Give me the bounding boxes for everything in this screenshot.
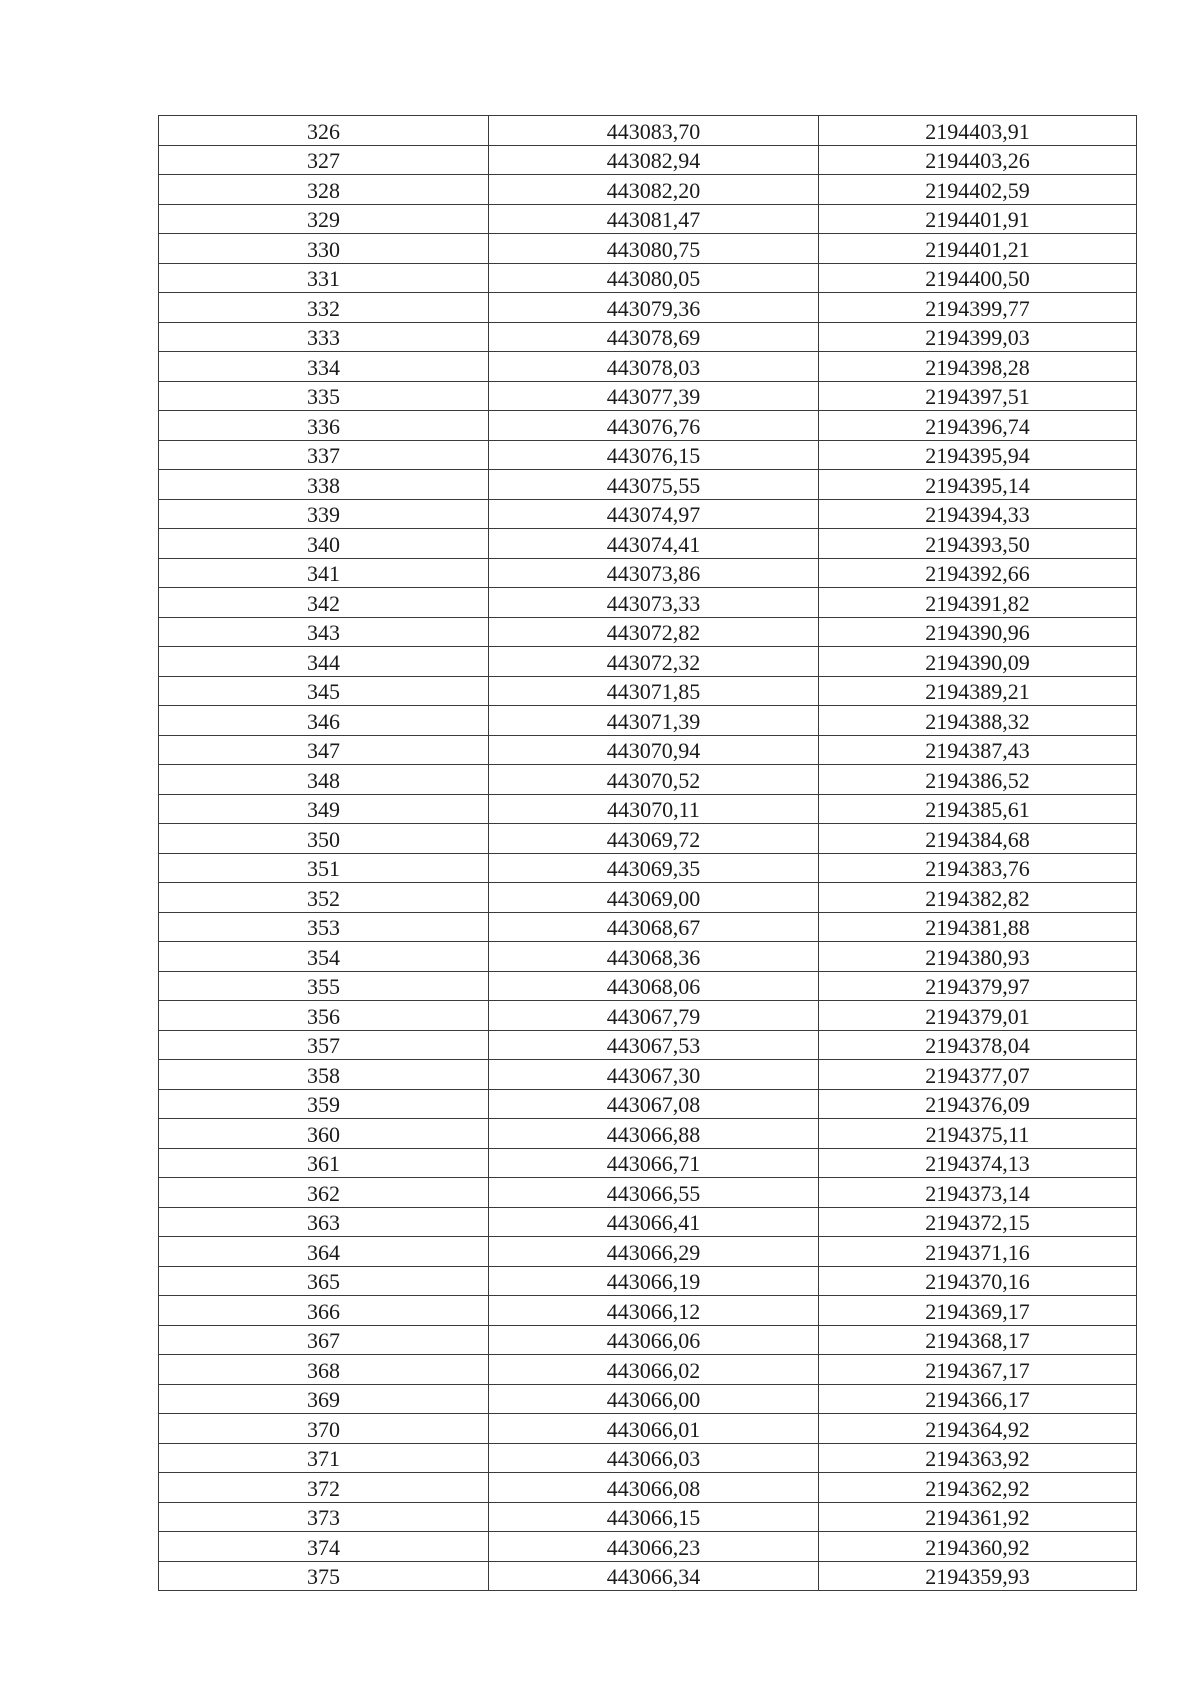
y-coordinate-cell: 2194369,17: [819, 1296, 1137, 1326]
y-coordinate-cell: 2194402,59: [819, 175, 1137, 205]
table-row: [159, 676, 1137, 706]
y-coordinate-cell: 2194385,61: [819, 794, 1137, 824]
table-row: [159, 440, 1137, 470]
x-coordinate-cell: 443066,23: [489, 1532, 819, 1562]
point-number-cell: 364: [159, 1237, 489, 1267]
x-coordinate-cell: 443071,85: [489, 676, 819, 706]
table-row: [159, 1148, 1137, 1178]
table-row: [159, 1355, 1137, 1385]
point-number-cell: 345: [159, 676, 489, 706]
x-coordinate-cell: 443066,71: [489, 1148, 819, 1178]
x-coordinate-cell: 443066,41: [489, 1207, 819, 1237]
table-row: [159, 617, 1137, 647]
point-number-cell: 354: [159, 942, 489, 972]
y-coordinate-cell: 2194399,77: [819, 293, 1137, 323]
table-row: [159, 1237, 1137, 1267]
y-coordinate-cell: 2194381,88: [819, 912, 1137, 942]
x-coordinate-cell: 443074,97: [489, 499, 819, 529]
y-coordinate-cell: 2194371,16: [819, 1237, 1137, 1267]
y-coordinate-cell: 2194377,07: [819, 1060, 1137, 1090]
y-coordinate-cell: 2194382,82: [819, 883, 1137, 913]
table-row: [159, 470, 1137, 500]
table-row: [159, 263, 1137, 293]
point-number-cell: 328: [159, 175, 489, 205]
point-number-cell: 338: [159, 470, 489, 500]
x-coordinate-cell: 443072,82: [489, 617, 819, 647]
y-coordinate-cell: 2194379,97: [819, 971, 1137, 1001]
point-number-cell: 348: [159, 765, 489, 795]
point-number-cell: 344: [159, 647, 489, 677]
point-number-cell: 346: [159, 706, 489, 736]
table-row: [159, 1207, 1137, 1237]
table-row: [159, 293, 1137, 323]
x-coordinate-cell: 443070,11: [489, 794, 819, 824]
table-row: [159, 942, 1137, 972]
point-number-cell: 365: [159, 1266, 489, 1296]
y-coordinate-cell: 2194392,66: [819, 558, 1137, 588]
y-coordinate-cell: 2194390,96: [819, 617, 1137, 647]
y-coordinate-cell: 2194403,91: [819, 116, 1137, 146]
y-coordinate-cell: 2194361,92: [819, 1502, 1137, 1532]
table-row: [159, 1502, 1137, 1532]
x-coordinate-cell: 443068,36: [489, 942, 819, 972]
point-number-cell: 341: [159, 558, 489, 588]
x-coordinate-cell: 443075,55: [489, 470, 819, 500]
point-number-cell: 373: [159, 1502, 489, 1532]
table-row: [159, 234, 1137, 264]
point-number-cell: 343: [159, 617, 489, 647]
point-number-cell: 374: [159, 1532, 489, 1562]
point-number-cell: 368: [159, 1355, 489, 1385]
table-row: [159, 647, 1137, 677]
table-row: [159, 1001, 1137, 1031]
table-row: [159, 1532, 1137, 1562]
point-number-cell: 331: [159, 263, 489, 293]
x-coordinate-cell: 443078,69: [489, 322, 819, 352]
point-number-cell: 372: [159, 1473, 489, 1503]
x-coordinate-cell: 443066,12: [489, 1296, 819, 1326]
x-coordinate-cell: 443069,00: [489, 883, 819, 913]
table-row: [159, 204, 1137, 234]
table-row: [159, 1119, 1137, 1149]
table-row: [159, 1089, 1137, 1119]
table-row: [159, 1443, 1137, 1473]
x-coordinate-cell: 443072,32: [489, 647, 819, 677]
x-coordinate-cell: 443077,39: [489, 381, 819, 411]
x-coordinate-cell: 443079,36: [489, 293, 819, 323]
x-coordinate-cell: 443069,35: [489, 853, 819, 883]
table-row: [159, 883, 1137, 913]
table-row: [159, 352, 1137, 382]
y-coordinate-cell: 2194399,03: [819, 322, 1137, 352]
table-row: [159, 175, 1137, 205]
table-row: [159, 1384, 1137, 1414]
y-coordinate-cell: 2194384,68: [819, 824, 1137, 854]
table-row: [159, 1178, 1137, 1208]
coordinates-table: [158, 115, 1137, 1591]
y-coordinate-cell: 2194403,26: [819, 145, 1137, 175]
y-coordinate-cell: 2194372,15: [819, 1207, 1137, 1237]
x-coordinate-cell: 443074,41: [489, 529, 819, 559]
table-row: [159, 824, 1137, 854]
y-coordinate-cell: 2194394,33: [819, 499, 1137, 529]
point-number-cell: 375: [159, 1561, 489, 1591]
y-coordinate-cell: 2194373,14: [819, 1178, 1137, 1208]
point-number-cell: 336: [159, 411, 489, 441]
x-coordinate-cell: 443068,06: [489, 971, 819, 1001]
table-row: [159, 912, 1137, 942]
point-number-cell: 339: [159, 499, 489, 529]
point-number-cell: 349: [159, 794, 489, 824]
table-row: [159, 499, 1137, 529]
table-row: [159, 322, 1137, 352]
y-coordinate-cell: 2194397,51: [819, 381, 1137, 411]
table-row: [159, 706, 1137, 736]
point-number-cell: 355: [159, 971, 489, 1001]
y-coordinate-cell: 2194366,17: [819, 1384, 1137, 1414]
point-number-cell: 330: [159, 234, 489, 264]
point-number-cell: 359: [159, 1089, 489, 1119]
y-coordinate-cell: 2194378,04: [819, 1030, 1137, 1060]
point-number-cell: 329: [159, 204, 489, 234]
point-number-cell: 337: [159, 440, 489, 470]
x-coordinate-cell: 443066,06: [489, 1325, 819, 1355]
table-row: [159, 116, 1137, 146]
x-coordinate-cell: 443071,39: [489, 706, 819, 736]
y-coordinate-cell: 2194387,43: [819, 735, 1137, 765]
x-coordinate-cell: 443081,47: [489, 204, 819, 234]
coordinates-table-body: [159, 116, 1137, 1591]
x-coordinate-cell: 443066,01: [489, 1414, 819, 1444]
x-coordinate-cell: 443068,67: [489, 912, 819, 942]
point-number-cell: 350: [159, 824, 489, 854]
point-number-cell: 326: [159, 116, 489, 146]
point-number-cell: 334: [159, 352, 489, 382]
point-number-cell: 369: [159, 1384, 489, 1414]
y-coordinate-cell: 2194395,14: [819, 470, 1137, 500]
y-coordinate-cell: 2194389,21: [819, 676, 1137, 706]
y-coordinate-cell: 2194374,13: [819, 1148, 1137, 1178]
point-number-cell: 358: [159, 1060, 489, 1090]
point-number-cell: 333: [159, 322, 489, 352]
y-coordinate-cell: 2194396,74: [819, 411, 1137, 441]
x-coordinate-cell: 443066,34: [489, 1561, 819, 1591]
point-number-cell: 353: [159, 912, 489, 942]
x-coordinate-cell: 443066,03: [489, 1443, 819, 1473]
point-number-cell: 371: [159, 1443, 489, 1473]
x-coordinate-cell: 443066,02: [489, 1355, 819, 1385]
point-number-cell: 360: [159, 1119, 489, 1149]
y-coordinate-cell: 2194395,94: [819, 440, 1137, 470]
y-coordinate-cell: 2194398,28: [819, 352, 1137, 382]
table-row: [159, 853, 1137, 883]
y-coordinate-cell: 2194401,91: [819, 204, 1137, 234]
y-coordinate-cell: 2194401,21: [819, 234, 1137, 264]
y-coordinate-cell: 2194364,92: [819, 1414, 1137, 1444]
point-number-cell: 327: [159, 145, 489, 175]
y-coordinate-cell: 2194379,01: [819, 1001, 1137, 1031]
x-coordinate-cell: 443078,03: [489, 352, 819, 382]
y-coordinate-cell: 2194376,09: [819, 1089, 1137, 1119]
x-coordinate-cell: 443067,53: [489, 1030, 819, 1060]
x-coordinate-cell: 443083,70: [489, 116, 819, 146]
x-coordinate-cell: 443069,72: [489, 824, 819, 854]
table-row: [159, 381, 1137, 411]
y-coordinate-cell: 2194388,32: [819, 706, 1137, 736]
y-coordinate-cell: 2194386,52: [819, 765, 1137, 795]
table-row: [159, 735, 1137, 765]
x-coordinate-cell: 443080,05: [489, 263, 819, 293]
x-coordinate-cell: 443067,30: [489, 1060, 819, 1090]
point-number-cell: 367: [159, 1325, 489, 1355]
x-coordinate-cell: 443082,20: [489, 175, 819, 205]
x-coordinate-cell: 443076,76: [489, 411, 819, 441]
table-row: [159, 529, 1137, 559]
x-coordinate-cell: 443082,94: [489, 145, 819, 175]
point-number-cell: 340: [159, 529, 489, 559]
x-coordinate-cell: 443066,88: [489, 1119, 819, 1149]
table-row: [159, 971, 1137, 1001]
x-coordinate-cell: 443067,79: [489, 1001, 819, 1031]
table-row: [159, 1561, 1137, 1591]
x-coordinate-cell: 443066,55: [489, 1178, 819, 1208]
point-number-cell: 356: [159, 1001, 489, 1031]
point-number-cell: 362: [159, 1178, 489, 1208]
y-coordinate-cell: 2194359,93: [819, 1561, 1137, 1591]
point-number-cell: 342: [159, 588, 489, 618]
x-coordinate-cell: 443066,08: [489, 1473, 819, 1503]
table-row: [159, 588, 1137, 618]
y-coordinate-cell: 2194367,17: [819, 1355, 1137, 1385]
x-coordinate-cell: 443066,19: [489, 1266, 819, 1296]
x-coordinate-cell: 443067,08: [489, 1089, 819, 1119]
table-row: [159, 765, 1137, 795]
y-coordinate-cell: 2194375,11: [819, 1119, 1137, 1149]
table-row: [159, 1473, 1137, 1503]
y-coordinate-cell: 2194370,16: [819, 1266, 1137, 1296]
y-coordinate-cell: 2194363,92: [819, 1443, 1137, 1473]
table-row: [159, 1060, 1137, 1090]
table-row: [159, 1296, 1137, 1326]
table-row: [159, 794, 1137, 824]
y-coordinate-cell: 2194391,82: [819, 588, 1137, 618]
point-number-cell: 352: [159, 883, 489, 913]
table-row: [159, 145, 1137, 175]
x-coordinate-cell: 443070,94: [489, 735, 819, 765]
table-row: [159, 1030, 1137, 1060]
point-number-cell: 370: [159, 1414, 489, 1444]
y-coordinate-cell: 2194383,76: [819, 853, 1137, 883]
table-row: [159, 1266, 1137, 1296]
point-number-cell: 332: [159, 293, 489, 323]
y-coordinate-cell: 2194400,50: [819, 263, 1137, 293]
x-coordinate-cell: 443066,29: [489, 1237, 819, 1267]
point-number-cell: 366: [159, 1296, 489, 1326]
y-coordinate-cell: 2194393,50: [819, 529, 1137, 559]
y-coordinate-cell: 2194390,09: [819, 647, 1137, 677]
y-coordinate-cell: 2194380,93: [819, 942, 1137, 972]
point-number-cell: 361: [159, 1148, 489, 1178]
point-number-cell: 347: [159, 735, 489, 765]
x-coordinate-cell: 443070,52: [489, 765, 819, 795]
x-coordinate-cell: 443073,86: [489, 558, 819, 588]
point-number-cell: 351: [159, 853, 489, 883]
x-coordinate-cell: 443066,00: [489, 1384, 819, 1414]
x-coordinate-cell: 443080,75: [489, 234, 819, 264]
point-number-cell: 363: [159, 1207, 489, 1237]
table-row: [159, 558, 1137, 588]
x-coordinate-cell: 443073,33: [489, 588, 819, 618]
x-coordinate-cell: 443076,15: [489, 440, 819, 470]
x-coordinate-cell: 443066,15: [489, 1502, 819, 1532]
point-number-cell: 335: [159, 381, 489, 411]
y-coordinate-cell: 2194362,92: [819, 1473, 1137, 1503]
table-row: [159, 1414, 1137, 1444]
table-row: [159, 1325, 1137, 1355]
table-row: [159, 411, 1137, 441]
point-number-cell: 357: [159, 1030, 489, 1060]
y-coordinate-cell: 2194360,92: [819, 1532, 1137, 1562]
y-coordinate-cell: 2194368,17: [819, 1325, 1137, 1355]
